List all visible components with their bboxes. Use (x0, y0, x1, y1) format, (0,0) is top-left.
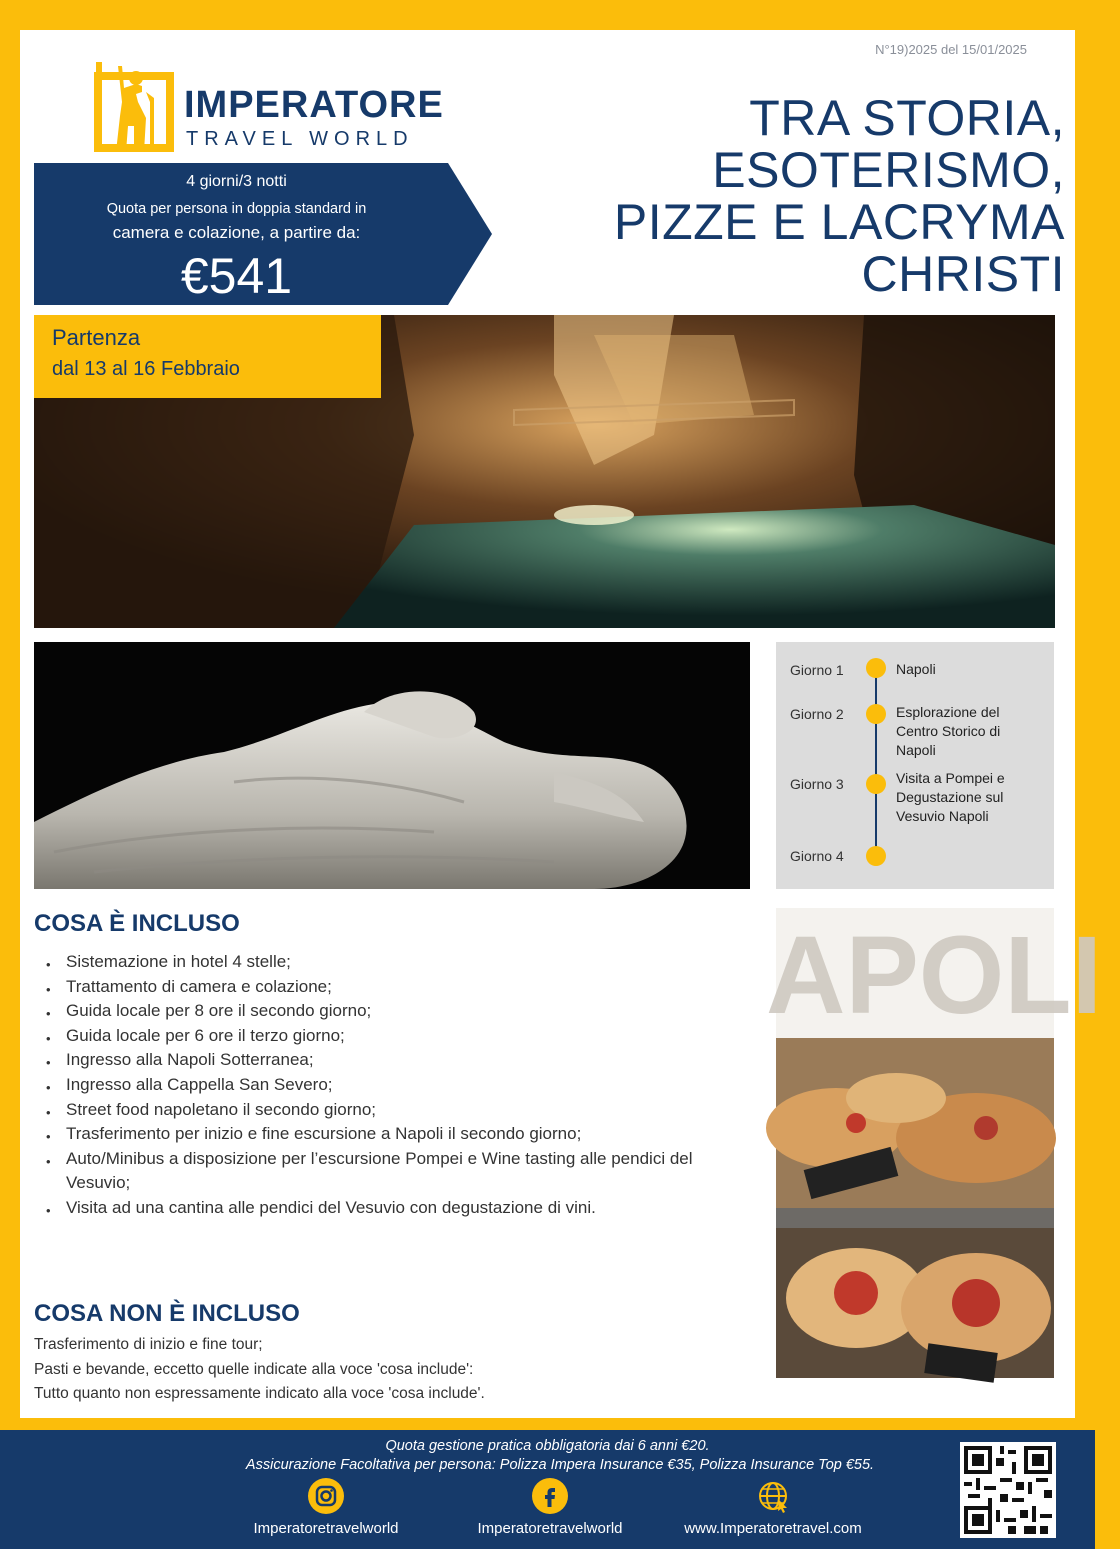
list-item: Pasti e bevande, eccetto quelle indicate alla voce 'cosa include': (34, 1360, 474, 1378)
instagram-link[interactable] (216, 1478, 436, 1537)
quota-description: Quota per persona in doppia standard in (106, 201, 367, 217)
website-link[interactable] (663, 1478, 883, 1537)
qr-code-icon[interactable] (960, 1442, 1056, 1538)
included-list (34, 950, 744, 1221)
brand-subtitle: TRAVEL WORLD (186, 128, 414, 150)
veiled-christ-photo (34, 642, 750, 889)
timeline-dot (866, 658, 886, 678)
brand-logo (96, 62, 466, 158)
footer-note-insurance: Assicurazione Facoltativa per persona: Polizza Impera Insurance €35, Polizza Insurance Top €55. (245, 1457, 875, 1473)
timeline-line (875, 666, 877, 856)
timeline-dot (866, 704, 886, 724)
departure-badge (34, 315, 381, 398)
excluded-list (34, 1333, 744, 1407)
facebook-icon[interactable] (532, 1478, 568, 1514)
day-label: Giorno 1 (790, 662, 844, 678)
instagram-icon[interactable] (308, 1478, 344, 1514)
list-item: • Ingresso alla Napoli Sotterranea; (34, 1048, 744, 1073)
street-food-photo (766, 908, 1103, 1378)
excluded-title: COSA NON È INCLUSO (34, 1300, 300, 1327)
day-label: Giorno 3 (790, 776, 844, 792)
footer (0, 1430, 1095, 1549)
list-item: • Trattamento di camera e colazione; (34, 975, 744, 1000)
departure-label: Partenza (52, 325, 141, 350)
itinerary-timeline (776, 642, 1054, 889)
list-item: • Ingresso alla Cappella San Severo; (34, 1073, 744, 1098)
list-item: • Street food napoletano il secondo giorno; (34, 1098, 744, 1123)
brand-name: IMPERATORE (184, 84, 444, 126)
price-banner (34, 163, 492, 305)
day-place: Napoli (896, 661, 936, 677)
day-label: Giorno 4 (790, 848, 844, 864)
list-item: • Sistemazione in hotel 4 stelle; (34, 950, 744, 975)
price-value: €541 (180, 248, 293, 304)
trip-duration: 4 giorni/3 notti (186, 173, 287, 190)
day-label: Giorno 2 (790, 706, 844, 722)
list-item: Tutto quanto non espressamente indicato alla voce 'cosa include'. (34, 1385, 485, 1402)
day-place: Visita a Pompei e Degustazione sul Vesuvio Napoli (896, 770, 1005, 824)
statue-logo-icon (96, 62, 172, 152)
list-item: Trasferimento di inizio e fine tour; (34, 1336, 263, 1353)
globe-icon[interactable] (755, 1478, 791, 1514)
quota-description-2: camera e colazione, a partire da: (112, 223, 361, 242)
svg-text:APOLI: APOLI (766, 914, 1103, 1037)
list-item: • Auto/Minibus a disposizione per l’escursione Pompei e Wine tasting alle pendici del Vesuvio; (34, 1147, 744, 1196)
page-title: TRA STORIA, ESOTERISMO, PIZZE E LACRYMA CHRISTI (613, 90, 1065, 302)
facebook-link[interactable] (440, 1478, 660, 1537)
footer-note: Quota gestione pratica obbligatoria dai 6 anni €20. (385, 1438, 710, 1454)
website-url[interactable]: www.Imperatoretravel.com (684, 1520, 862, 1537)
timeline-dot (866, 774, 886, 794)
timeline-dot (866, 846, 886, 866)
list-item: • Trasferimento per inizio e fine escursione a Napoli il secondo giorno; (34, 1122, 744, 1147)
document-number: N°19)2025 del 15/01/2025 (875, 42, 1027, 57)
flyer-page (20, 30, 1103, 1418)
list-item: • Visita ad una cantina alle pendici del Vesuvio con degustazione di vini. (34, 1196, 744, 1221)
facebook-handle[interactable]: Imperatoretravelworld (477, 1520, 623, 1537)
day-place: Esplorazione del Centro Storico di Napoli (896, 704, 1001, 758)
included-title: COSA È INCLUSO (34, 910, 240, 937)
list-item: • Guida locale per 6 ore il terzo giorno; (34, 1024, 744, 1049)
list-item: • Guida locale per 8 ore il secondo giorno; (34, 999, 744, 1024)
instagram-handle[interactable]: Imperatoretravelworld (253, 1520, 399, 1537)
departure-dates: dal 13 al 16 Febbraio (52, 358, 240, 380)
